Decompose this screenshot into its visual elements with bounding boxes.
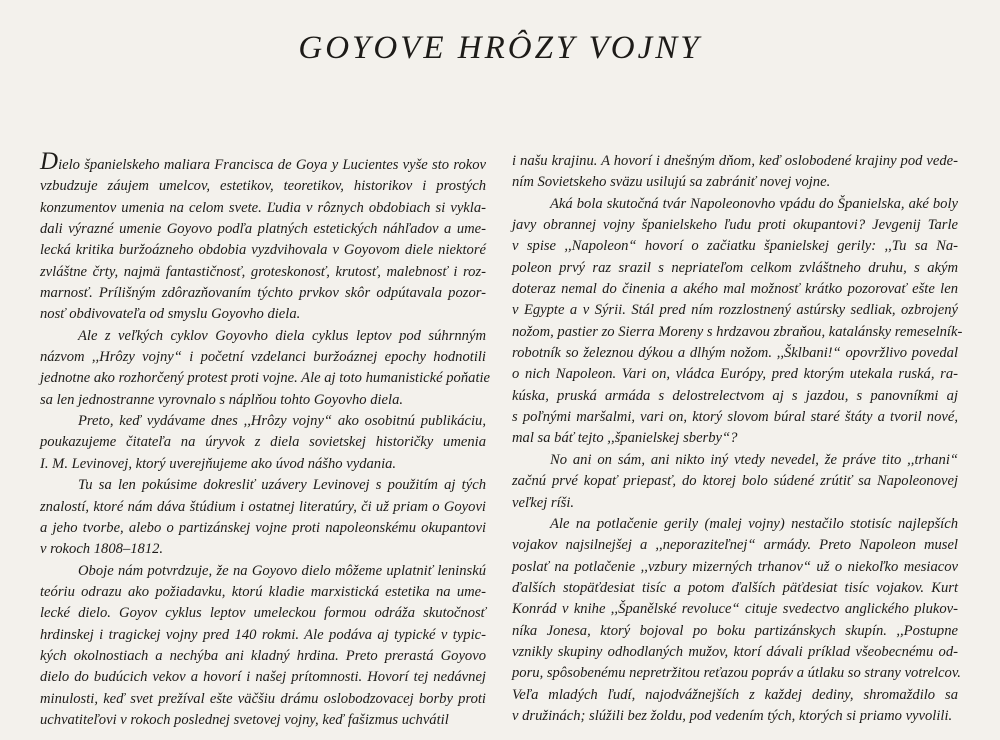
text-line: lecké dielo. Goyov cyklus leptov umeleckou formou odráža skutočnosť	[40, 605, 486, 622]
text-line: a jeho tvorbe, alebo o partizánskej vojne proti napoleonskému okupantovi	[40, 519, 486, 536]
text-line: minulosti, keď svet prežíval ešte väčšiu drámu oslobodzovacej borby proti	[40, 690, 486, 707]
text-line: poleon prvý raz srazil s nepriateľom celkom zvláštneho druhu, s akým	[512, 259, 958, 276]
text-line: jednotne ako rozhorčený protest proti vojne. Ale aj toto humanistické poňatie	[40, 370, 491, 387]
text-line: dali výrazné umenie Goyovo podľa platných estetických náhľadov a ume-	[40, 221, 486, 238]
text-line: teóriu odrazu ako požiadavku, ktorú kladie marxistická estetika na ume-	[40, 583, 486, 600]
text-line: robotník so železnou dýkou a dlhým nožom. ,,Šklbani!“ opovržlivo povedal	[512, 345, 958, 362]
text-line: marnosť. Prílišným zdôrazňovaním týchto prvkov skôr odpútavala pozor-	[40, 285, 486, 302]
initial-letter: D	[40, 148, 59, 175]
text-line: veľkej ríši.	[512, 494, 575, 511]
text-line: No ani on sám, ani nikto iný vtedy nevedel, že práve tito ,,trhani“	[550, 451, 958, 468]
text-line: vzbudzuje záujem umelcov, estetikov, teoretikov, historikov i prostých	[40, 178, 486, 195]
text-line: kúska, pruská armáda s delostrelectvom aj s jazdou, s panovníkmi aj	[512, 387, 958, 404]
paragraph	[40, 411, 486, 475]
text-line: Preto, keď vydávame dnes ,,Hrôzy vojny“ ako osobitnú publikáciu,	[78, 413, 486, 430]
text-line: vojakov najsilnejšej a ,,neporaziteľnej“ armády. Preto Napoleon musel	[512, 537, 958, 554]
text-line: začnú prvé kopať priepasť, do ktorej bolo súdené zrútiť sa Napoleonovej	[512, 473, 958, 490]
paragraph	[40, 148, 486, 326]
text-line: doteraz nemal do činenia a akého mal možnosť krátko pozorovať ešte len	[512, 281, 958, 298]
paragraph	[512, 194, 963, 450]
text-line: s poľnými maršalmi, vari on, ktorý slovom búral staré štáty a tvoril nové,	[512, 409, 958, 426]
text-line: Ale z veľkých cyklov Goyovho diela cyklus leptov pod súhrnným	[78, 327, 486, 344]
text-line: Konrád v knihe ,,Španělské revoluce“ cituje svedectvo anglického plukov-	[512, 601, 958, 618]
paragraph	[40, 326, 491, 411]
right-text-column	[512, 151, 963, 727]
text-line-rest: ielo španielskeho maliara Francisca de Goya y Lucientes vyše sto rokov	[58, 157, 486, 173]
text-line: ním Sovietskeho sväzu usilujú sa zabrániť novej vojne.	[512, 174, 831, 191]
text-line: Oboje nám potvrdzuje, že na Goyovo dielo môžeme uplatniť leninskú	[78, 562, 486, 579]
text-line: kých okolnostiach a nechýba ani kladný hrdina. Preto prerastá Goyovo	[40, 647, 486, 664]
text-line: o nich Napoleon. Vari on, vládca Európy, pred ktorým utekala ruská, ra-	[512, 366, 958, 383]
text-line: konzumentov umenia na celom svete. Ľudia v rôznych obdobiach si vykla-	[40, 199, 486, 216]
text-line: zvláštne črty, najmä fantastičnosť, groteskonosť, krutosť, malebnosť i roz-	[40, 263, 486, 280]
paragraph	[40, 561, 486, 732]
text-line: v družinách; slúžili bez žoldu, pod vedením tých, ktorých si priamo vyvolili.	[512, 707, 953, 724]
paragraph	[512, 514, 961, 727]
paragraph	[512, 450, 958, 514]
text-line: poukazujeme čitateľa na úryvok z diela sovietskej historičky umenia	[40, 434, 486, 451]
text-line: znalostí, ktoré nám dáva štúdium i ostatnej literatúry, či už priam o Goyovi	[40, 498, 486, 515]
page-title: GOYOVE HRÔZY VOJNY	[298, 30, 702, 66]
text-line: ďalších stopäťdesiat tisíc a potom ďalších päťdesiat tisíc vojakov. Kurt	[512, 579, 958, 596]
text-line: názvom ,,Hrôzy vojny“ i početní vzdelanci buržoáznej epochy hodnotili	[40, 349, 486, 366]
text-line: lecká kritika buržoázneho obdobia vyzdvihovala v Goyovom diele niektoré	[40, 242, 486, 259]
paragraph	[512, 151, 958, 194]
text-line: Tu sa len pokúsime dokresliť uzávery Levinovej s použitím aj tých	[78, 477, 486, 494]
text-line: níka Jonesa, ktorý bojoval po boku partizánskych skupín. ,,Postupne	[512, 622, 958, 639]
text-line: Ale na potlačenie gerily (malej vojny) nestačilo stotisíc najlepších	[550, 515, 958, 532]
text-line: javy obrannej vojny španielskeho ľudu proti okupantovi? Jevgenij Tarle	[512, 217, 958, 234]
paragraph	[40, 475, 486, 560]
text-line: dielo do budúcich vekov a hovorí i našej prítomnosti. Hovorí tej nedávnej	[40, 669, 486, 686]
text-line: poru, spôsobenému nepretržitou reťazou popráv a útlaku so strany votrelcov.	[512, 665, 961, 682]
text-line: hrdinskej i tragickej vojny pred 140 rokmi. Ale podáva aj typické v typic-	[40, 626, 486, 643]
text-line: sa len jednostranne vyrovnalo s náplňou tohto Goyovho diela.	[40, 391, 404, 408]
text-line: mal sa báť tejto ,,španielskej sberby“?	[512, 430, 738, 447]
text-line: poslať na potlačenie ,,vzbury mizerných trhanov“ už o niekoľko mesiacov	[512, 558, 958, 575]
text-line: v spise ,,Napoleon“ hovorí o začiatku španielskej gerily: ,,Tu sa Na-	[512, 238, 958, 255]
text-line: Aká bola skutočná tvár Napoleonovho vpádu do Španielska, aké boly	[550, 195, 958, 212]
text-line: Veľa mladých ľudí, najodvážnejších z každej dediny, shromaždilo sa	[512, 686, 958, 703]
text-line: nožom, pastier zo Sierra Moreny s hrdzavou zbraňou, katalánsky remeselník-	[512, 323, 963, 340]
text-line: v Egypte a v Sýrii. Stál pred ním rozzlostnený astúrsky sedliak, ozbrojený	[512, 302, 958, 319]
text-line: vznikly skupiny odhodlaných mužov, ktorí dávali príklad všeobecnému od-	[512, 643, 958, 660]
left-text-column	[40, 148, 491, 731]
text-line: uchvatiteľovi v rokoch poslednej svetovej vojny, keď fašizmus uchvátil	[40, 711, 449, 728]
text-line: i našu krajinu. A hovorí i dnešným dňom, keď oslobodené krajiny pod vede-	[512, 153, 958, 169]
text-line: nosť obdivovateľa od smyslu Goyovho diela.	[40, 306, 301, 323]
text-line: v rokoch 1808–1812.	[40, 541, 164, 558]
text-line: I. M. Levinovej, ktorý uverejňujeme ako úvod nášho vydania.	[40, 455, 397, 472]
text-line	[40, 148, 486, 176]
